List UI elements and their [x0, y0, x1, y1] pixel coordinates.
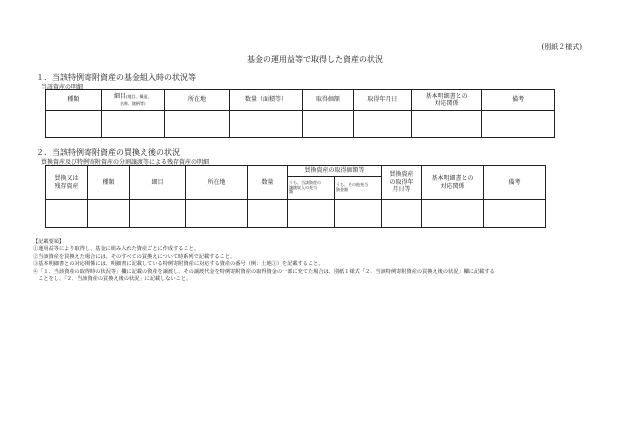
- col-relation-line1: 基本明細書との: [431, 175, 474, 182]
- col-relation-line2: 対応関係: [440, 182, 465, 190]
- cell-remarks[interactable]: [484, 200, 546, 228]
- cell-item[interactable]: [101, 111, 164, 138]
- col-item-note-1: (地目、構造、: [125, 93, 152, 99]
- cell-location[interactable]: [186, 200, 248, 228]
- col-kind: 種類: [88, 166, 130, 200]
- cell-acquisition-date[interactable]: [382, 200, 422, 228]
- col-remarks: 備考: [484, 166, 546, 200]
- table-row: [46, 200, 546, 228]
- col-location: 所在地: [186, 166, 248, 200]
- col-relation: [422, 166, 484, 200]
- section1-heading: １．当該特例寄附資産の基金組入時の状況等: [36, 73, 196, 82]
- col-replacement-line2: 残存資産: [54, 182, 79, 190]
- col-item-note-2: 名称、銘柄等): [119, 101, 146, 106]
- table-header-row: [46, 166, 546, 177]
- col-date-line2: の取得年: [389, 178, 414, 186]
- table-row: [46, 111, 555, 138]
- document-title: 基金の運用益等で取得した資産の状況: [247, 55, 383, 64]
- instructions-block: [33, 239, 593, 283]
- col-item-main: 細目: [113, 92, 126, 100]
- cell-relation[interactable]: [411, 111, 481, 138]
- instruction-item: ③基本明細書との対応関係には、明細書に記載している特例寄附資産に対応する資産の番号（例：土地①）を記載すること。: [33, 261, 324, 268]
- col-acquisition-date: 取得年月日: [353, 90, 411, 111]
- col-kind: 種類: [46, 90, 102, 111]
- col-quantity: 数量（面積等）: [230, 90, 303, 111]
- section2-subheading: 買換資産及び特例寄附資産の分割譲渡等による残存資産の明細: [41, 159, 210, 166]
- table-header-row: [46, 90, 555, 111]
- col-item: [101, 90, 164, 111]
- col-sub-sale-proceeds: [288, 177, 335, 200]
- col-replacement-line1: 買換又は: [54, 175, 79, 182]
- col-sub1-line2: 譲渡収入の充当: [289, 184, 317, 190]
- col-relation-line1: 基本明細書との: [425, 92, 468, 100]
- cell-other-funds[interactable]: [335, 200, 382, 228]
- col-relation: [411, 90, 481, 111]
- cell-acquisition-price[interactable]: [302, 111, 353, 138]
- replacement-asset-table: [45, 165, 546, 228]
- cell-relation[interactable]: [422, 200, 484, 228]
- cell-quantity[interactable]: [248, 200, 288, 228]
- col-acquisition-price-group: 買換資産の取得価額等: [288, 166, 382, 177]
- instruction-item: ことをし、「２．当該資産の買換え後の状況」に記載しないこと。: [33, 275, 192, 282]
- instruction-item: ②当該資産を買換えた場合には、そのすべての買換えについて時系列で記載すること。: [33, 253, 236, 260]
- col-acquisition-date: [382, 166, 422, 200]
- col-sub2-line1: うち、その他充当: [336, 182, 368, 188]
- section1-subheading: 当該資産の明細: [41, 84, 84, 91]
- cell-item[interactable]: [130, 200, 186, 228]
- form-number: (別紙２様式): [541, 43, 582, 51]
- col-relation-line2: 対応関係: [434, 100, 459, 107]
- instruction-item: ④「１．当該資産の取得時の状況等」欄に記載の資産を譲渡し、その譲渡代金を特例寄附資産の取得資金の一部に充てた場合は、別紙１様式「２．当該特例寄附資産の買換え後の状況」欄に記載する: [33, 268, 495, 275]
- col-sub1-line1: うち、当該資産の: [289, 179, 321, 185]
- asset-detail-table: [45, 89, 555, 138]
- cell-location[interactable]: [164, 111, 229, 138]
- col-remarks: 備考: [482, 90, 555, 111]
- col-location: 所在地: [164, 90, 229, 111]
- cell-kind[interactable]: [88, 200, 130, 228]
- cell-acquisition-date[interactable]: [353, 111, 411, 138]
- col-date-line3: 月日等: [392, 186, 411, 194]
- col-quantity: 数量: [248, 166, 288, 200]
- cell-remarks[interactable]: [482, 111, 555, 138]
- section2-heading: ２．当該特例寄附資産の買換え後の状況: [36, 148, 180, 157]
- col-replacement: [46, 166, 88, 200]
- cell-kind[interactable]: [46, 111, 102, 138]
- col-sub1-line3: 額: [289, 189, 293, 195]
- cell-sale-proceeds[interactable]: [288, 200, 335, 228]
- cell-quantity[interactable]: [230, 111, 303, 138]
- cell-replacement[interactable]: [46, 200, 88, 228]
- instructions-heading: 【記載要領】: [33, 239, 65, 245]
- instruction-item: ①運用益等により取得し、基金に組み入れた資産ごとに作成すること。: [33, 246, 200, 253]
- col-sub2-line2: 資金額: [336, 187, 348, 192]
- col-date-line1: 買換資産: [389, 171, 414, 179]
- col-item: 細目: [130, 166, 186, 200]
- col-sub-other-funds: [335, 177, 382, 200]
- col-acquisition-price: 取得価額: [302, 90, 353, 111]
